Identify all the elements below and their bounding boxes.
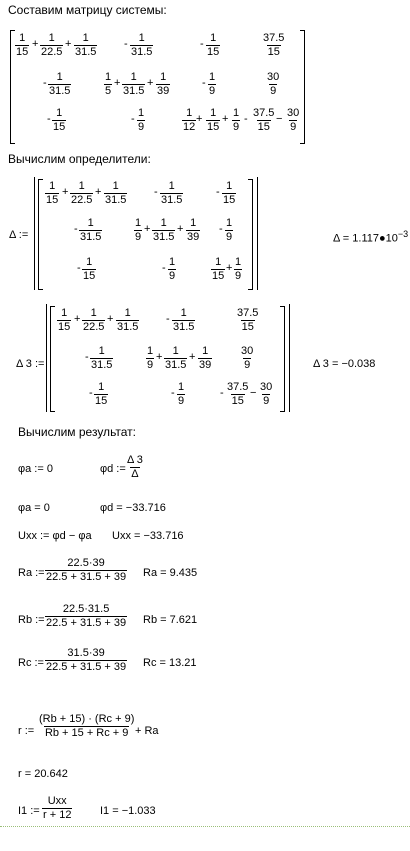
det-r3c2: $\frac{1}{9}$ (169, 256, 176, 282)
det-r2c3: $\frac{1}{9}$ (226, 217, 233, 243)
rc-lhs: Rc := (18, 657, 44, 669)
plus-sign: + (147, 77, 154, 89)
det3-r2c3: $\frac{30}{9}$ (241, 345, 254, 371)
det3-r3c3-frac2: $\frac{30}{9}$ (260, 381, 273, 407)
matrix-r2c2-frac3: $\frac{1}{39}$ (157, 71, 170, 97)
delta3-lhs: Δ 3 := (16, 358, 45, 370)
det3-r1c1-frac1: $\frac{1}{15}$ (58, 307, 71, 333)
det-r1c3: $\frac{1}{15}$ (223, 180, 236, 206)
plus-sign: + (156, 351, 163, 363)
r-plus-ra: + Ra (135, 725, 159, 737)
minus-sign: - (43, 77, 47, 89)
uxx-definition: Uxx := φd − φa (18, 530, 92, 542)
matrix-r2c3: $\frac{1}{9}$ (209, 71, 216, 97)
det3-r2c2-frac3: $\frac{1}{39}$ (199, 345, 212, 371)
det-left-bracket (38, 179, 43, 290)
ra-fraction: $\frac{22.5\cdot 39}{22.5 + 31.5 + 39}$ (46, 557, 127, 583)
det-r1c2: $\frac{1}{31.5}$ (161, 180, 183, 206)
matrix-r2c2-frac2: $\frac{1}{31.5}$ (123, 71, 145, 97)
minus-sign: - (131, 113, 135, 125)
plus-sign: + (189, 351, 196, 363)
matrix-r3c4-frac2: $\frac{30}{9}$ (287, 107, 300, 133)
heading-matrix: Составим матрицу системы: (8, 3, 167, 17)
det3-r2c2-frac1: $\frac{1}{9}$ (147, 345, 154, 371)
plus-sign: + (114, 77, 121, 89)
plus-sign: + (226, 262, 233, 274)
r-value: r = 20.642 (18, 768, 68, 780)
minus-sign: - (124, 38, 128, 50)
matrix-r1c3: $\frac{1}{15}$ (207, 32, 220, 58)
phi-a-definition: φa := 0 (18, 463, 53, 475)
minus-sign: - (89, 387, 93, 399)
region-boundary-line (0, 826, 410, 827)
det-r1c1-frac3: $\frac{1}{31.5}$ (105, 180, 127, 206)
phi-d-fraction: $\frac{\Delta 3}{\Delta}$ (127, 454, 143, 480)
minus-sign: − (276, 113, 283, 125)
delta3-result: Δ 3 = −0.038 (313, 358, 376, 370)
rb-value: Rb = 7.621 (143, 614, 198, 626)
uxx-value: Uxx = −33.716 (112, 530, 184, 542)
matrix-r3c3-frac1: $\frac{1}{12}$ (183, 107, 196, 133)
det-r2c2-frac3: $\frac{1}{39}$ (187, 217, 200, 243)
rb-lhs: Rb := (18, 614, 45, 626)
plus-sign: + (196, 113, 203, 125)
matrix-r2c2-frac1: $\frac{1}{5}$ (105, 71, 112, 97)
det3-bar (46, 304, 47, 412)
phi-d-lhs: φd := (100, 463, 126, 475)
det-r3c3-frac1: $\frac{1}{15}$ (212, 256, 225, 282)
matrix-r3c1: $\frac{1}{15}$ (53, 107, 66, 133)
det3-r3c2: $\frac{1}{9}$ (178, 381, 185, 407)
phi-a-value: φa = 0 (18, 502, 50, 514)
minus-sign: - (219, 223, 223, 235)
rc-fraction: $\frac{31.5\cdot 39}{22.5 + 31.5 + 39}$ (46, 647, 127, 673)
minus-sign: - (85, 351, 89, 363)
plus-sign: + (95, 186, 102, 198)
det-r2c2-frac1: $\frac{1}{9}$ (135, 217, 142, 243)
matrix-r1c4: $\frac{37.5}{15}$ (263, 32, 285, 58)
det-r1c1-frac1: $\frac{1}{15}$ (46, 180, 59, 206)
r-lhs: r := (18, 725, 35, 737)
delta-result-exponent: −3 (397, 229, 409, 239)
minus-sign: - (171, 387, 175, 399)
matrix-r1c1-frac2: $\frac{1}{22.5}$ (41, 32, 63, 58)
minus-sign: - (47, 113, 51, 125)
rb-fraction: $\frac{22.5\cdot 31.5}{22.5 + 31.5 + 39}$ (46, 603, 127, 629)
matrix-r3c2: $\frac{1}{9}$ (138, 107, 145, 133)
det-r3c1: $\frac{1}{15}$ (83, 256, 96, 282)
delta-result-value: 1.117 (352, 232, 380, 245)
det3-r1c2: $\frac{1}{31.5}$ (173, 307, 195, 333)
matrix-r1c1-frac3: $\frac{1}{31.5}$ (75, 32, 97, 58)
matrix-r3c3-frac2: $\frac{1}{15}$ (207, 107, 220, 133)
det3-r3c1: $\frac{1}{15}$ (95, 381, 108, 407)
heading-determinants: Вычислим определители: (8, 152, 151, 166)
delta-result-label: Δ = (333, 232, 350, 245)
det-r2c2-frac2: $\frac{1}{31.5}$ (153, 217, 175, 243)
det-bar (257, 177, 258, 290)
matrix-r2c1: $\frac{1}{31.5}$ (49, 71, 71, 97)
times-dot: ● (379, 232, 386, 245)
minus-sign: - (216, 186, 220, 198)
matrix-right-bracket (300, 30, 305, 144)
minus-sign: - (220, 387, 224, 399)
ra-value: Ra = 9.435 (143, 567, 198, 579)
matrix-r2c4: $\frac{30}{9}$ (267, 71, 280, 97)
minus-sign: - (162, 262, 166, 274)
matrix-r1c2: $\frac{1}{31.5}$ (131, 32, 153, 58)
rc-value: Rc = 13.21 (143, 657, 197, 669)
minus-sign: - (244, 113, 248, 125)
matrix-r3c3-frac3: $\frac{1}{9}$ (233, 107, 240, 133)
det3-r1c3: $\frac{37.5}{15}$ (237, 307, 259, 333)
det-right-bracket (248, 179, 253, 290)
plus-sign: + (62, 186, 69, 198)
delta-lhs: Δ := (9, 229, 29, 241)
i1-lhs: I1 := (18, 805, 40, 817)
det-r2c1: $\frac{1}{31.5}$ (80, 217, 102, 243)
det3-r2c1: $\frac{1}{31.5}$ (91, 345, 113, 371)
minus-sign: - (202, 77, 206, 89)
r-fraction: $\frac{(Rb + 15) \cdot (Rc + 9)}{Rb + 15 + Rc + 9}$ (39, 713, 135, 739)
plus-sign: + (74, 313, 81, 325)
matrix-r1c1-frac1: $\frac{1}{15}$ (16, 32, 29, 58)
plus-sign: + (144, 223, 151, 235)
plus-sign: + (177, 223, 184, 235)
det3-r3c3-frac1: $\frac{37.5}{15}$ (227, 381, 249, 407)
minus-sign: - (74, 223, 78, 235)
ra-lhs: Ra := (18, 567, 45, 579)
plus-sign: + (65, 38, 72, 50)
minus-sign: - (166, 313, 170, 325)
heading-results: Вычислим результат: (18, 425, 136, 439)
i1-fraction: Uxx r + 12 (43, 795, 72, 821)
i1-value: I1 = −1.033 (100, 805, 156, 817)
det3-bar (289, 304, 290, 412)
det-r1c1-frac2: $\frac{1}{22.5}$ (71, 180, 93, 206)
plus-sign: + (222, 113, 229, 125)
minus-sign: − (250, 387, 257, 399)
det-bar (34, 177, 35, 290)
det-r3c3-frac2: $\frac{1}{9}$ (235, 256, 242, 282)
phi-d-value: φd = −33.716 (100, 502, 166, 514)
matrix-r3c4-frac1: $\frac{37.5}{15}$ (253, 107, 275, 133)
minus-sign: - (200, 38, 204, 50)
minus-sign: - (154, 186, 158, 198)
minus-sign: - (77, 262, 81, 274)
det3-r1c1-frac2: $\frac{1}{22.5}$ (83, 307, 105, 333)
det3-r1c1-frac3: $\frac{1}{31.5}$ (117, 307, 139, 333)
plus-sign: + (32, 38, 39, 50)
det3-right-bracket (280, 306, 285, 412)
delta-result: $\Delta = 1.117●10^{-3}$ (333, 229, 409, 245)
plus-sign: + (107, 313, 114, 325)
det3-left-bracket (50, 306, 55, 412)
det3-r2c2-frac2: $\frac{1}{31.5}$ (165, 345, 187, 371)
